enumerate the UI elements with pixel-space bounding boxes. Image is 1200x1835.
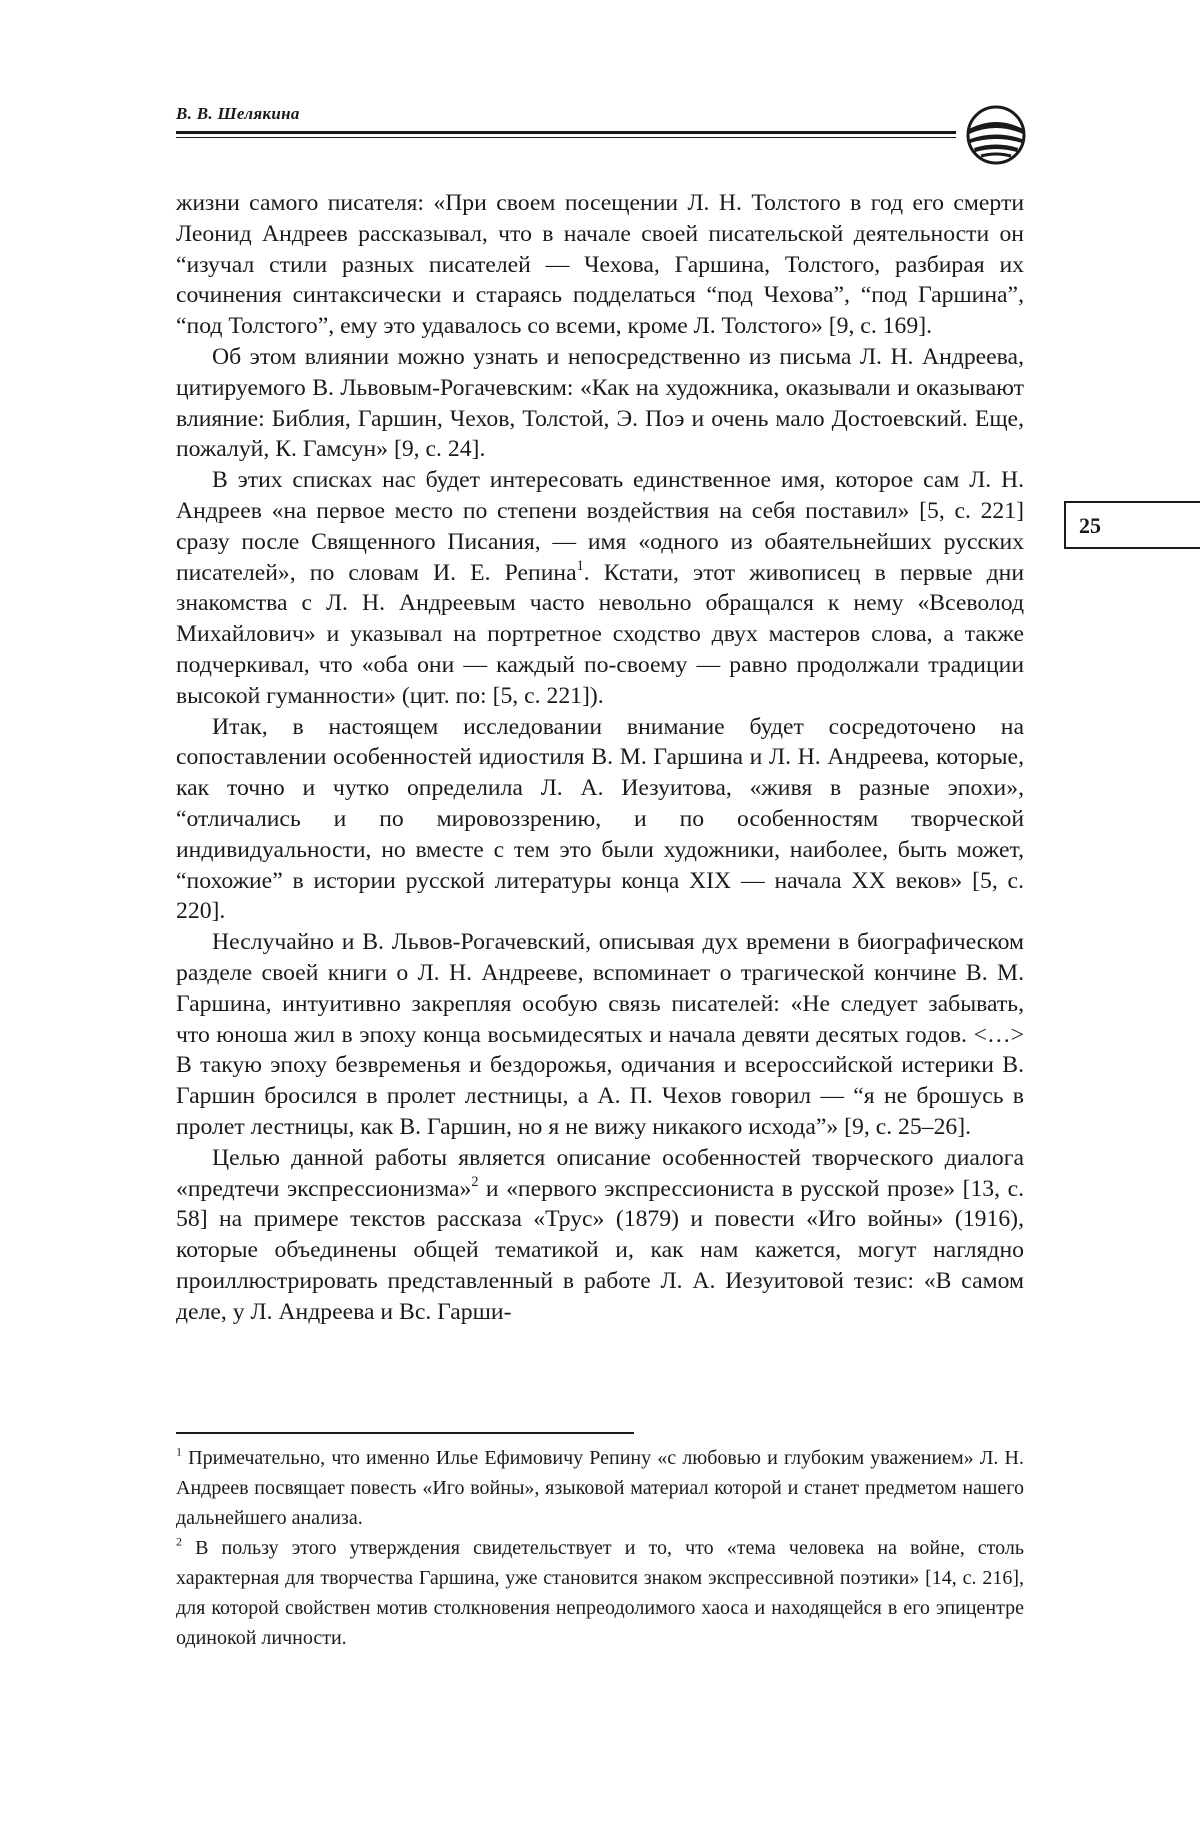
- page-number: 25: [1079, 513, 1101, 538]
- paragraph-4: Итак, в настоящем исследовании внимание будет сосредоточено на сопоставлении особенностей идиостиля В. М. Гаршина и Л. Н. Андреева, которые, как точно и чутко определила Л. А. Иезуитова, «живя в разные эпохи», “отличались и по мировоззрению, и по особенностям творческой индивидуальности, но вместе с тем это были художники, наиболее, быть может, “похожие” в истории русской литературы конца XIX — начала XX веков» [5, с. 220].: [176, 713, 1024, 925]
- paragraph-2: Об этом влиянии можно узнать и непосредственно из письма Л. Н. Андреева, цитируемого В. Львовым-Рогачевским: «Как на художника, оказывали и оказывают влияние: Библия, Гаршин, Чехов, Толстой, Э. Поэ и очень мало Достоевский. Еще, пожалуй, К. Гамсун» [9, с. 24].: [176, 343, 1024, 463]
- paragraph-3: [176, 465, 1024, 711]
- footnote-marker: 2: [176, 1534, 182, 1549]
- running-head: В. В. Шелякина: [176, 104, 300, 123]
- paragraph-6: [176, 1143, 1024, 1328]
- footnote-2: [176, 1533, 1024, 1653]
- publisher-wave-globe-icon: [965, 104, 1027, 166]
- footnote-text: Примечательно, что именно Илье Ефимовичу Репину «с любовью и глубоким уважением» Л. Н. Андреев посвящает повесть «Иго войны», языковой материал которой и станет предметом нашего дальнейшего анализа.: [176, 1447, 1024, 1529]
- paragraph-6-text-b: и «первого экспрессиониста в русской прозе» [13, с. 58] на примере текстов рассказа «Трус» (1879) и повести «Иго войны» (1916), которые объединены общей тематикой и, как нам кажется, могут наглядно проиллюстрировать представленный в работе Л. А. Иезуитовой тезис: «В самом деле, у Л. Андреева и Вс. Гарши-: [176, 1175, 1024, 1325]
- paragraph-6-text-a: Целью данной работы является описание особенностей творческого диалога «предтечи экспрессионизма»: [176, 1144, 1024, 1202]
- paragraph-5: Неслучайно и В. Львов-Рогачевский, описывая дух времени в биографическом разделе своей книги о Л. Н. Андрееве, вспоминает о трагической кончине В. М. Гаршина, интуитивно закрепляя особую связь писателей: «Не следует забывать, что юноша жил в эпоху конца восьмидесятых и начала девяти десятых годов. <…> В такую эпоху безвременья и бездорожья, одичания и всероссийской истерики В. Гаршин бросился в пролет лестницы, а А. П. Чехов говорил — “я не брошусь в пролет лестницы, как В. Гаршин, но я не вижу никакого исхода”» [9, с. 25–26].: [176, 929, 1024, 1140]
- page-number-tab: [1064, 501, 1200, 549]
- footnote-1: [176, 1443, 1024, 1533]
- footnote-separator: [176, 1432, 634, 1434]
- paragraph-3-text-b: . Кстати, этот живописец в первые дни знакомства с Л. Н. Андреевым часто невольно обращался к нему «Всеволод Михайлович» и указывал на портретное сходство двух мастеров слова, а также подчеркивал, что «оба они — каждый по-своему — равно продолжали традиции высокой гуманности» (цит. по: [5, с. 221]).: [176, 559, 1024, 709]
- header-rule-thick: [176, 131, 956, 134]
- footnote-ref-1[interactable]: 1: [576, 557, 584, 574]
- footnote-marker: 1: [176, 1444, 182, 1459]
- paragraph-3-text-a: В этих списках нас будет интересовать единственное имя, которое сам Л. Н. Андреев «на первое место по степени воздействия на себя поставил» [5, с. 221] сразу после Священного Писания, — имя «одного из обаятельнейших русских писателей», по словам И. Е. Репина: [176, 467, 1024, 586]
- footnotes: [176, 1443, 1024, 1653]
- body-text: [176, 188, 1024, 1327]
- footnote-ref-2[interactable]: 2: [471, 1173, 479, 1190]
- header-rule-thin: [176, 137, 956, 138]
- footnote-text: В пользу этого утверждения свидетельствует и то, что «тема человека на войне, столь характерная для творчества Гаршина, уже становится знаком экспрессивной поэтики» [14, с. 216], для которой свойствен мотив столкновения непреодолимого хаоса и находящейся в его эпицентре одинокой личности.: [176, 1537, 1024, 1649]
- paragraph-1: жизни самого писателя: «При своем посещении Л. Н. Толстого в год его смерти Леонид Андреев рассказывал, что в начале своей писательской деятельности он “изучал стили разных писателей — Чехова, Гаршина, Толстого, разбирая их сочинения синтаксически и стараясь подделаться “под Чехова”, “под Гаршина”, “под Толстого”, ему это удавалось со всеми, кроме Л. Толстого» [9, с. 169].: [176, 190, 1024, 340]
